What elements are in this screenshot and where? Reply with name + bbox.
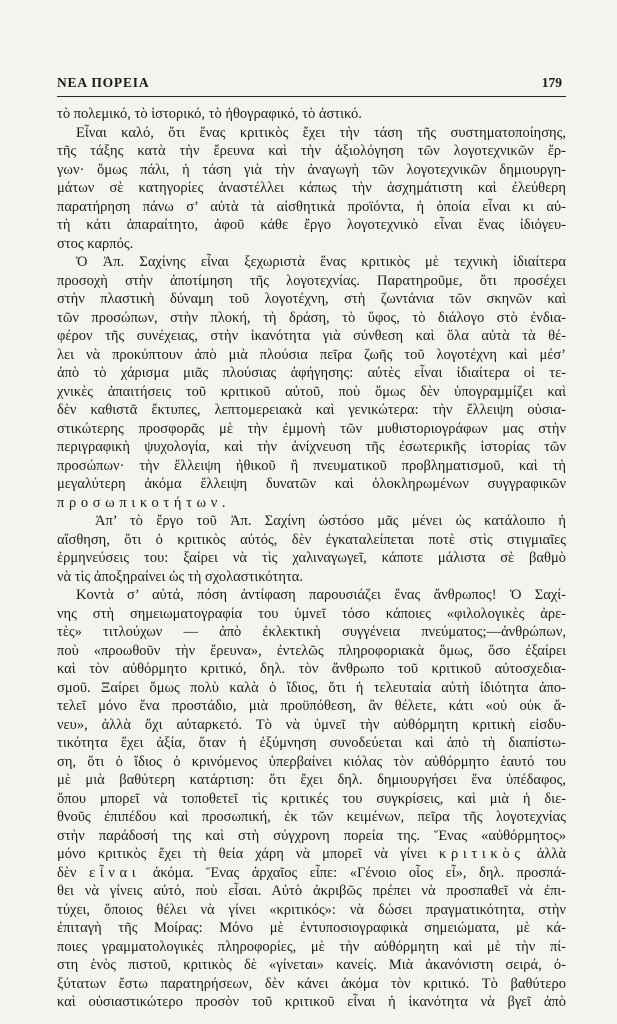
text-line: νης στὴ σημειωματογραφία του ὑμνεῖ τόσο κάποιες «φιλολογικὲς ἀρε- (57, 605, 566, 622)
text-line: τὴ κάτι ἀπαραίτητο, ἀφοῦ κάθε ἔργο λογοτεχνικὸ εἶναι ἕνας ἰδιόγευ- (57, 217, 566, 233)
text-line: σμοῦ. Ξαίρει ὅμως πολὺ καλὰ ὁ ἴδιος, ὅτι ἡ τελευταία αὐτὴ ἰδιότητα ἀπο- (57, 679, 566, 696)
text-line: στος καρπός. (57, 235, 134, 252)
paragraph (57, 586, 566, 1012)
line-segment: δὲν (57, 864, 77, 881)
running-head (57, 74, 566, 92)
letterspaced-word: προσωπικοτήτων. (57, 494, 231, 511)
paragraph (57, 512, 566, 586)
text-line: Κοντὰ σ’ αὐτά, πόση ἀντίφαση παρουσιάζει ἕνας ἄνθρωπος! Ὁ Σαχί- (76, 587, 566, 603)
line-segment: μόνο κριτικὸς ἔχει τὴ θεία χάρη νὰ μπορεῖ νὰ γίνει (57, 846, 427, 862)
text-line: ξύτατων ἔστω παρατηρήσεων, δὲν κάνει ἀκόμα τὸν κριτικό. Τὸ βαθύτερο (57, 975, 566, 992)
paragraph (57, 124, 566, 254)
body-text (57, 105, 566, 1012)
text-line: γων· ὅμως πάλι, ἡ τάση γιὰ τὴν ἀναγωγὴ τῶν λογοτεχνικῶν δημιουργη- (57, 161, 566, 178)
text-line: Ὁ Ἀπ. Σαχίνης εἶναι ξεχωριστὰ ἕνας κριτικὸς μὲ τεχνικὴ ἰδιαίτερα (76, 254, 566, 270)
text-line: περιγραφικὴ ψυχολογία, καὶ τὴν ἀνίχνευση τῆς ἐσωτερικῆς ἱστορίας τῶν (57, 439, 566, 455)
text-line: τελεῖ μόνο ἕνα προστάδιο, μιὰ προϋπόθεση, ἂν θέλετε, κάτι «οὐ οὐκ ἄ- (57, 698, 566, 714)
paragraph (57, 253, 566, 512)
text-line: ἑρμηνεύσεις του: ξαίρει νὰ τὶς χαλιναγωγεῖ, κάποτε μάλιστα σὲ βαθμὸ (57, 550, 566, 566)
text-line: στὴν παράδοσή της καὶ στὴ σύγχρονη πορεία της. Ἕνας «αὐθόρμητος» (57, 827, 566, 844)
text-line: νευ», ἀλλὰ ὄχι αὐταρκετό. Τὸ νὰ ὑμνεῖ τὴν αὐθόρμητη κριτικὴ εἰσδυ- (57, 716, 566, 733)
paragraph (57, 105, 566, 124)
text-line: δὲν καθιστᾶ ἔκτυπες, λεπτομερειακὰ καὶ γενικώτερα: τὴν ἔλλειψη οὐσια- (57, 402, 566, 418)
text-line: ἀπὸ τὸ χάρισμα μιᾶς πλούσιας ἀφήγησης: αὐτὲς εἶναι ἰδιαίτερα οἱ τε- (57, 365, 566, 381)
text-line: προσώπων· τὴν ἔλλειψη ἠθικοῦ ἢ πνευματικοῦ προβληματισμοῦ, καὶ τὴ (57, 457, 566, 474)
text-line: στικώτερης προσφορᾶς μὲ τὴν ἐμμονὴ τῶν μυθιστοριογράφων μας στὴν (57, 420, 566, 437)
text-line: Εἶναι καλό, ὅτι ἕνας κριτικὸς ἔχει τὴν τάση τῆς συστηματοποίησης, (76, 124, 566, 141)
text-line: προσοχὴ στὴν ἀποτίμηση τῆς λογοτεχνίας. Παρατηροῦμε, ὅτι προσέχει (57, 272, 566, 289)
text-line: νὰ τὶς ἀποξηραίνει ὡς τὴ σχολαστικότητα. (57, 568, 303, 585)
text-line: μὲ μιὰ βαθύτερη κατάρτιση: ὅτι ἔχει δηλ. δημιουργήσει ἕνα ὑπέδαφος, (57, 772, 566, 788)
line-segment: ἀκόμα. Ἕνας ἀρχαῖος εἶπε: «Γένοιο οἷος εἶ», δηλ. προσπά- (152, 864, 566, 881)
text-line: ὅπου μπορεῖ νὰ τοποθετεῖ τὶς κριτικές του συγκρίσεις, καὶ μιὰ ἡ διε- (57, 790, 566, 807)
text-line: θνοῦς ἐπιπέδου καὶ προσωπική, ἐκ τῶν κειμένων, πεῖρα τῆς λογοτεχνίας (57, 809, 566, 825)
header-rule (57, 96, 566, 97)
text-line: στη ἑνὸς πιστοῦ, κριτικὸς δὲ «γίνεται» κανείς. Μιὰ ἀκανόνιστη σειρά, ὀ- (57, 957, 566, 973)
letterspaced-word: κριτικὸς (439, 846, 525, 862)
text-line: φέρον τῆς συνέχειας, στὴν ἱκανότητα γιὰ σύνθεση καὶ ὅλα αὐτὰ τὰ θέ- (57, 328, 566, 344)
text-line: λει νὰ προκύπτουν ἀπὸ μιὰ πλούσια πεῖρα ζωῆς τοῦ λογοτέχνη καὶ μέσ’ (57, 346, 566, 363)
text-line: στὴν πλαστικὴ δύναμη τοῦ λογοτέχνη, στὴ ζωντάνια τῶν σκηνῶν καὶ (57, 291, 566, 307)
line-segment: ἀλλὰ (536, 846, 567, 862)
text-line: Ἀπ’ τὸ ἔργο τοῦ Ἀπ. Σαχίνη ὡστόσο μᾶς μένει ὡς κατάλοιπο ἡ (95, 513, 566, 529)
text-line: τὸ πολεμικό, τὸ ἱστορικό, τὸ ἠθογραφικό, τὸ ἀστικό. (57, 106, 362, 122)
letterspaced-word: εἶναι (89, 864, 141, 881)
text-line (57, 494, 566, 513)
text-line: ποὺ «προωθοῦν τὴν ἔρευνα», ἐντελῶς πληροφοριακὰ ὅμως, ὅσο ἐξαίρει (57, 642, 566, 659)
text-line: ἐπιταγὴ τῆς Μοίρας: Μόνο μὲ ἐντυποσιογραφικὰ σημειώματα, μὲ κά- (57, 920, 566, 936)
text-line: καὶ τὸν αὐθόρμητο κριτικό, δηλ. τὸν ἄνθρωπο τοῦ κριτικοῦ αὐτοσχεδια- (57, 661, 566, 677)
journal-title: ΝΕΑ ΠΟΡΕΙΑ (57, 75, 150, 90)
text-line: τῶν προσώπων, στὴν πλοκή, τὴ δράση, τὸ ὕφος, τὸ διάλογο στὸ ἐνδια- (57, 309, 566, 326)
text-line: μάτων σὲ κατηγορίες ἀναστέλλει κάπως τὴν ἀσχημάτιστη καὶ ἐλεύθερη (57, 180, 566, 196)
text-line: ποιες γραμματολογικὲς πληροφορίες, μὲ τὴν αὐθόρμητη καὶ μὲ τὴν πί- (57, 938, 566, 955)
text-line: ση, ὅτι ὁ ἴδιος ὁ κρινόμενος ὑπερβαίνει κιόλας τὸν αὐθόρμητο ἑαυτό του (57, 753, 566, 770)
text-line: τικότητα ἔχει ἀξία, ὅταν ἡ ἐξύμνηση συνοδεύεται καὶ ἀπὸ τὴ διαπίστω- (57, 735, 566, 751)
text-line: παρατήρηση πάνω σ’ αὐτὰ τὰ αἰσθητικὰ προϊόντα, ἡ ὁποία εἶναι κι αὐ- (57, 198, 566, 215)
text-line (57, 864, 566, 883)
page-number: 179 (541, 75, 562, 90)
text-line: τὲς» τιτλούχων — ἀπὸ ἐκλεκτικὴ συγγένεια πνεύματος;—ἀνθρώπων, (57, 624, 566, 640)
text-line (57, 845, 566, 864)
text-line: θει νὰ γίνεις αὐτό, ποὺ εἶσαι. Αὐτὸ ἀκριβῶς πρέπει νὰ προσπαθεῖ νὰ ἐπι- (57, 883, 566, 899)
text-line: μεγαλύτερη ἀκόμα ἔλλειψη δυνατῶν καὶ ὁλοκληρωμένων συγγραφικῶν (57, 476, 566, 492)
text-line: αἴσθηση, ὅτι ὁ κριτικὸς αὐτός, δὲν ἐγκαταλείπεται ποτὲ στὶς στιγμιαῖες (57, 531, 566, 548)
text-line: χνικὲς ἀπαιτήσεις τοῦ κριτικοῦ αὐτοῦ, ποὺ ὅμως δὲν ὑπογραμμίζει καὶ (57, 383, 566, 400)
text-line: τῆς τάξης κατὰ τὴν ἔρευνα καὶ τὴν ἀξιολόγηση τῶν λογοτεχνικῶν ἔρ- (57, 143, 566, 159)
text-line: καὶ οὐσιαστικώτερο προσὸν τοῦ κριτικοῦ εἶναι ἡ ἱκανότητα νὰ βγεῖ ἀπὸ (57, 994, 566, 1010)
text-line: τύχει, ὅποιος θέλει νὰ γίνει «κριτικός»: νὰ δώσει πραγματικότητα, στὴν (57, 901, 566, 918)
